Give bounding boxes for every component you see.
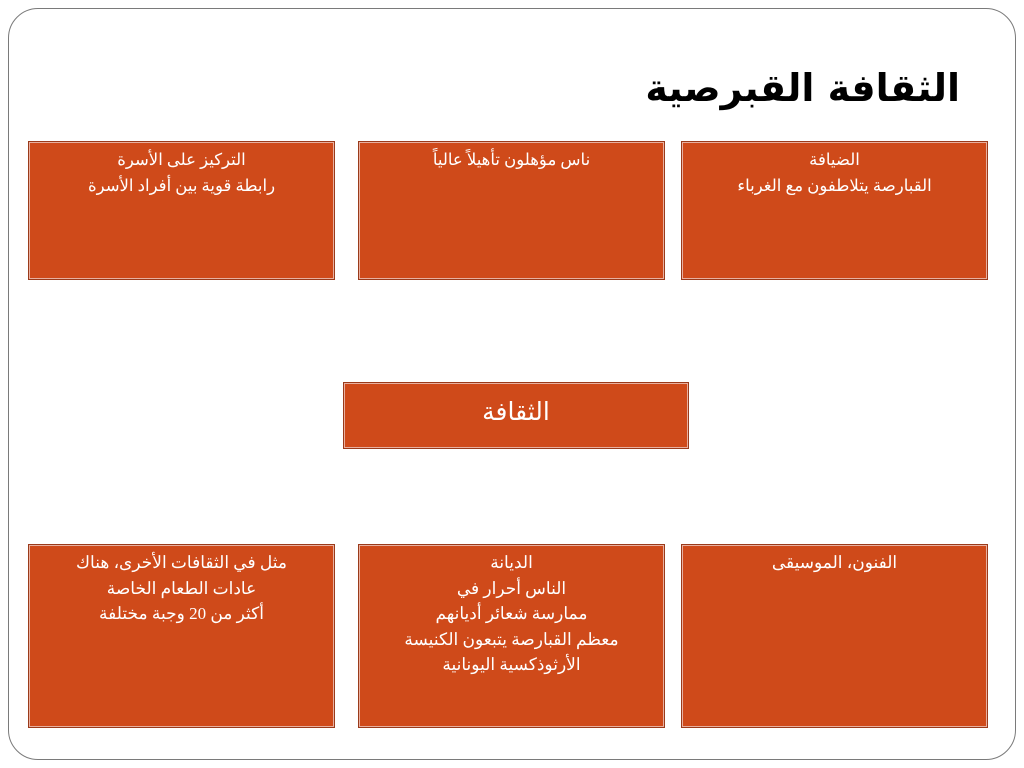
family-focus-detail: رابطة قوية بين أفراد الأسرة [87, 175, 276, 195]
family-focus-heading: التركيز على الأسرة [117, 150, 246, 169]
hospitality-detail: القبارصة يتلاطفون مع الغرباء [737, 175, 932, 195]
religion-line-5: الأرثوذكسية اليونانية [442, 655, 581, 674]
religion-heading: الديانة [490, 553, 533, 572]
hospitality-box [681, 141, 988, 280]
religion-line-4: معظم القبارصة يتبعون الكنيسة [404, 629, 619, 649]
hospitality-heading: الضيافة [809, 150, 860, 169]
qualified-people-box [358, 141, 665, 280]
religion-line-3: ممارسة شعائر أديانهم [435, 604, 588, 623]
qualified-people-text: ناس مؤهلون تأهيلاً عالياً [432, 150, 591, 169]
food-habits-box [28, 544, 335, 728]
food-habits-line-1: مثل في الثقافات الأخرى، هناك [76, 553, 287, 572]
arts-music-box [681, 544, 988, 728]
slide-title: الثقافة القبرصية [645, 66, 960, 110]
food-habits-line-2: عادات الطعام الخاصة [106, 578, 257, 598]
religion-box [358, 544, 665, 728]
religion-line-2: الناس أحرار في [456, 578, 567, 598]
food-habits-line-3: أكثر من 20 وجبة مختلفة [99, 604, 264, 623]
culture-center-label: الثقافة [482, 397, 550, 426]
arts-music-text: الفنون، الموسيقى [771, 553, 898, 572]
culture-center-box [343, 382, 689, 449]
family-focus-box [28, 141, 335, 280]
